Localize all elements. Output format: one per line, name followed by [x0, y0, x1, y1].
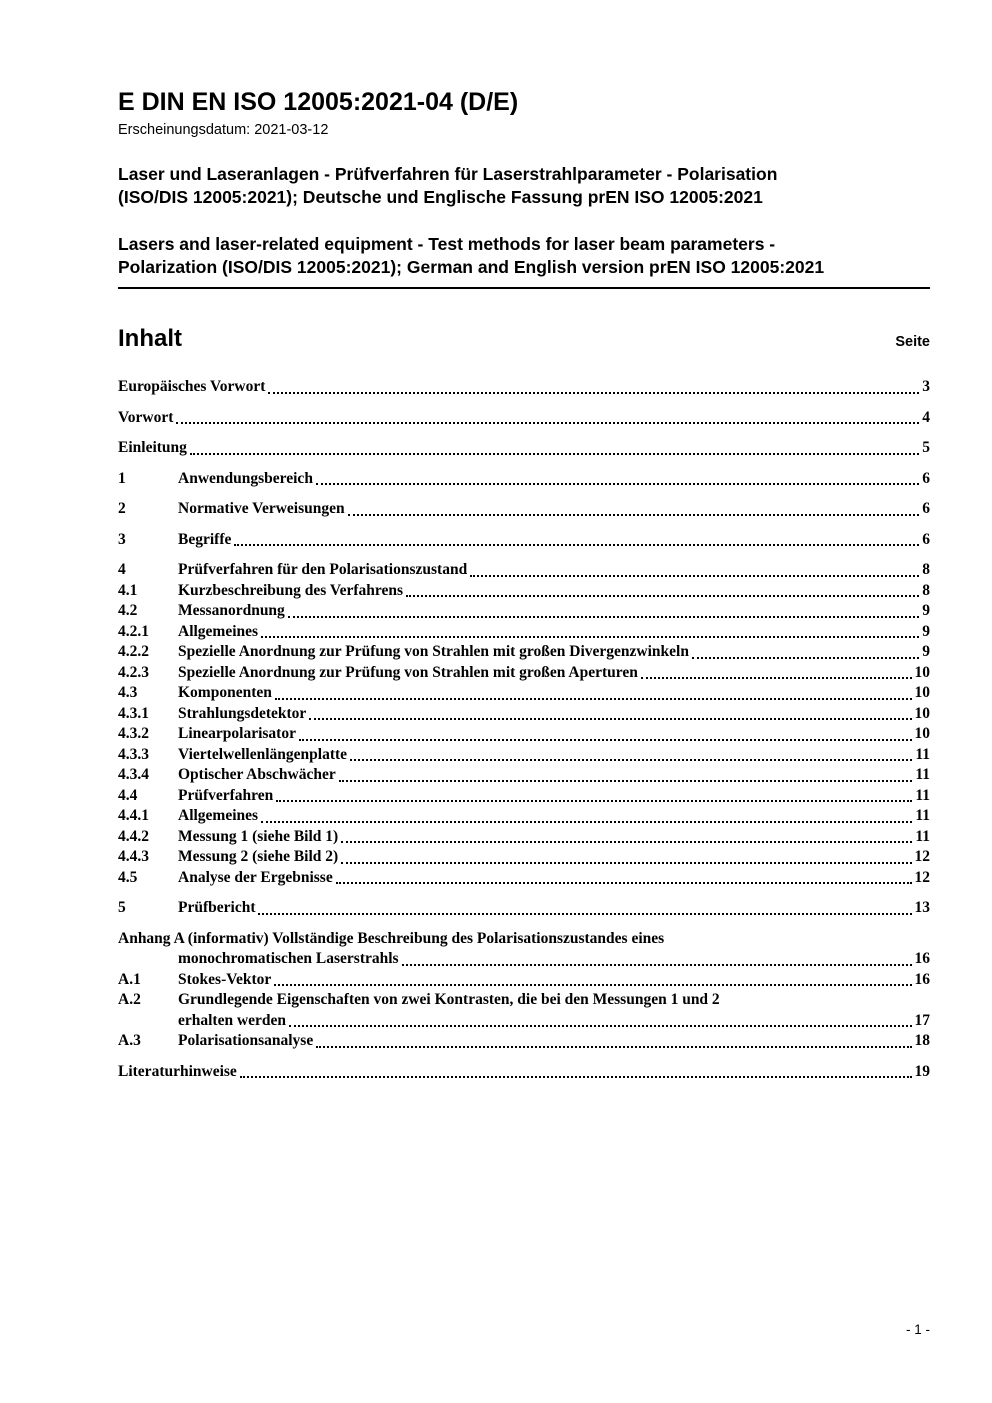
- toc-clause-number: 4.4.1: [118, 807, 149, 824]
- toc-entry-label: Kurzbeschreibung des Verfahrens: [178, 581, 404, 599]
- toc-page-number: 11: [915, 807, 930, 824]
- toc-row: [118, 622, 930, 643]
- toc-entry-label: Prüfverfahren: [178, 786, 274, 804]
- dot-leader: [316, 483, 919, 485]
- dot-leader: [309, 718, 911, 720]
- toc-clause-number: 4.2.2: [118, 643, 149, 660]
- toc-page-number: 12: [914, 868, 930, 886]
- toc-entry: [118, 408, 930, 429]
- toc-page-number: 19: [914, 1062, 930, 1080]
- toc-entry-label: erhalten werden: [178, 1011, 287, 1029]
- toc-clause-number: 2: [118, 500, 126, 517]
- toc-entry-label: Anwendungsbereich: [178, 469, 313, 487]
- toc-page-number: 11: [915, 766, 930, 783]
- toc-entry-label: Komponenten: [178, 684, 272, 701]
- header-divider: [118, 287, 930, 289]
- publish-date: Erscheinungsdatum: 2021-03-12: [118, 122, 329, 138]
- toc-entry-label: Optischer Abschwächer: [178, 766, 336, 783]
- toc-entry-label: Analyse der Ergebnisse: [178, 868, 333, 886]
- page-column-label: Seite: [895, 334, 930, 350]
- toc-entry: [178, 469, 930, 490]
- toc-row: [118, 868, 930, 889]
- toc-entry: [118, 929, 930, 970]
- toc-page-number: 11: [915, 827, 930, 845]
- dot-leader: [240, 1076, 912, 1078]
- toc-entry-label: Messung 2 (siehe Bild 2): [178, 848, 339, 865]
- toc-entry: [118, 438, 930, 459]
- toc-clause-number: 5: [118, 899, 126, 916]
- dot-leader: [316, 1046, 911, 1048]
- toc-entry: [178, 499, 930, 520]
- toc-clause-number: 4.3.2: [118, 725, 149, 742]
- dot-leader: [190, 453, 919, 455]
- toc-page-number: 6: [922, 530, 930, 548]
- toc-page-number: 10: [914, 704, 930, 722]
- toc-row: [118, 408, 930, 429]
- english-title-line-2: Polarization (ISO/DIS 12005:2021); German and English version prEN ISO 12005:2021: [118, 257, 825, 277]
- german-title: [118, 163, 930, 209]
- dot-leader: [288, 616, 919, 618]
- toc-entry-label: Spezielle Anordnung zur Prüfung von Strahlen mit großen Divergenzwinkeln: [178, 643, 689, 660]
- toc-entry-label: Allgemeines: [178, 622, 259, 640]
- toc-page-number: 16: [914, 970, 930, 988]
- toc-page-number: 9: [922, 622, 930, 640]
- toc-page-number: 10: [914, 684, 930, 701]
- toc-entry: [178, 704, 930, 725]
- toc-entry: [178, 765, 930, 786]
- doc-number-title: E DIN EN ISO 12005:2021-04 (D/E): [118, 88, 519, 116]
- dot-leader: [339, 780, 913, 782]
- dot-leader: [406, 595, 919, 597]
- toc-entry-label: Normative Verweisungen: [178, 500, 345, 517]
- toc-entry-label: Literaturhinweise: [118, 1062, 237, 1080]
- dot-leader: [289, 1025, 911, 1027]
- toc-entry-label: Vorwort: [118, 408, 174, 426]
- toc-clause-number: 4.3: [118, 684, 138, 701]
- dot-leader: [261, 821, 912, 823]
- toc-row: [118, 745, 930, 766]
- toc-row: [118, 377, 930, 398]
- dot-leader: [336, 882, 912, 884]
- toc-entry: [178, 663, 930, 684]
- dot-leader: [348, 514, 920, 516]
- toc-page-number: 9: [922, 602, 930, 619]
- toc-entry: [178, 786, 930, 807]
- dot-leader: [261, 636, 919, 638]
- toc-row: [118, 827, 930, 848]
- toc-row: [118, 560, 930, 581]
- footer-page-number: - 1 -: [905, 1322, 930, 1337]
- english-title: [118, 233, 930, 279]
- toc-clause-number: 4.1: [118, 581, 138, 599]
- toc-row: [118, 601, 930, 622]
- toc-page-number: 3: [922, 378, 930, 395]
- toc-row: [118, 469, 930, 490]
- toc-entry: [178, 806, 930, 827]
- toc-clause-number: 4.3.3: [118, 745, 149, 763]
- toc-page-number: 16: [914, 950, 930, 967]
- toc-row: [118, 683, 930, 704]
- dot-leader: [402, 964, 912, 966]
- dot-leader: [299, 739, 912, 741]
- dot-leader: [268, 392, 919, 394]
- dot-leader: [274, 984, 911, 986]
- toc-heading: Inhalt: [118, 325, 182, 352]
- toc-entry-label: Begriffe: [178, 530, 232, 548]
- toc-row: [118, 642, 930, 663]
- toc-page-number: 4: [922, 408, 930, 426]
- toc-entry-label: Allgemeines: [178, 807, 259, 824]
- toc-entry-label: Spezielle Anordnung zur Prüfung von Strahlen mit großen Aperturen: [178, 663, 638, 681]
- german-title-line-2: (ISO/DIS 12005:2021); Deutsche und Englische Fassung prEN ISO 12005:2021: [118, 187, 763, 207]
- toc-row: [118, 929, 930, 970]
- toc-page-number: 8: [922, 561, 930, 578]
- toc-row: [118, 704, 930, 725]
- toc-entry: [178, 898, 930, 919]
- toc-clause-number: 4.2: [118, 602, 138, 619]
- toc-entry: [178, 990, 930, 1031]
- toc-entry-label: Einleitung: [118, 439, 187, 456]
- toc-page-number: 6: [922, 469, 930, 487]
- toc-entry: [118, 1062, 930, 1083]
- toc-entry: [178, 1031, 930, 1052]
- toc-entry: [178, 530, 930, 551]
- toc-row: [118, 990, 930, 1031]
- toc-entry: [178, 683, 930, 704]
- toc-row: [118, 438, 930, 459]
- dot-leader: [350, 759, 912, 761]
- toc-clause-number: 4.4: [118, 786, 138, 804]
- toc-clause-number: 3: [118, 530, 126, 548]
- toc-entry-label: Messanordnung: [178, 602, 285, 619]
- toc-row: [118, 898, 930, 919]
- english-title-line-1: Lasers and laser-related equipment - Test methods for laser beam parameters -: [118, 234, 776, 254]
- toc-entry: [178, 622, 930, 643]
- toc-clause-number: 4.4.3: [118, 848, 149, 865]
- toc-entry-label: monochromatischen Laserstrahls: [178, 950, 399, 967]
- toc-page-number: 8: [922, 581, 930, 599]
- german-title-line-1: Laser und Laseranlagen - Prüfverfahren für Laserstrahlparameter - Polarisation: [118, 164, 778, 184]
- dot-leader: [275, 698, 912, 700]
- toc-page-number: 10: [914, 725, 930, 742]
- toc-entry: [118, 377, 930, 398]
- toc-entry-label: Prüfbericht: [178, 899, 256, 916]
- toc-entry: [178, 868, 930, 889]
- toc-clause-number: 4: [118, 561, 126, 578]
- toc-row: [118, 806, 930, 827]
- dot-leader: [276, 800, 912, 802]
- toc-entry-label: Polarisationsanalyse: [178, 1032, 314, 1049]
- toc-entry-label: Grundlegende Eigenschaften von zwei Kontrasten, die bei den Messungen 1 und 2: [178, 991, 720, 1008]
- toc-entry-label: Europäisches Vorwort: [118, 378, 266, 395]
- dot-leader: [258, 913, 911, 915]
- dot-leader: [470, 575, 919, 577]
- toc-page-number: 5: [922, 439, 930, 456]
- toc-page-number: 18: [914, 1032, 930, 1049]
- toc-row: [118, 663, 930, 684]
- toc-row: [118, 1062, 930, 1083]
- toc-entry-label: Stokes-Vektor: [178, 970, 272, 988]
- toc-page-number: 11: [915, 786, 930, 804]
- toc-row: [118, 786, 930, 807]
- toc-entry: [178, 601, 930, 622]
- toc-page-number: 6: [922, 500, 930, 517]
- dot-leader: [341, 841, 912, 843]
- toc-page-number: 17: [914, 1011, 930, 1029]
- dot-leader: [641, 677, 912, 679]
- dot-leader: [692, 657, 919, 659]
- toc-entry: [178, 745, 930, 766]
- toc-list: [118, 377, 930, 1082]
- toc-clause-number: A.3: [118, 1032, 141, 1049]
- toc-clause-number: A.1: [118, 970, 141, 988]
- toc-entry: [178, 970, 930, 991]
- toc-clause-number: 4.3.4: [118, 766, 149, 783]
- toc-entry-label: Linearpolarisator: [178, 725, 296, 742]
- toc-row: [118, 499, 930, 520]
- toc-page-number: 10: [914, 663, 930, 681]
- toc-row: [118, 1031, 930, 1052]
- toc-entry-label: Prüfverfahren für den Polarisationszustand: [178, 561, 468, 578]
- toc-clause-number: A.2: [118, 991, 141, 1008]
- toc-clause-number: 4.2.3: [118, 663, 149, 681]
- dot-leader: [341, 862, 911, 864]
- toc-entry-label: Viertelwellenlängenplatte: [178, 745, 348, 763]
- toc-row: [118, 765, 930, 786]
- toc-clause-number: 4.3.1: [118, 704, 149, 722]
- toc-page-number: 12: [914, 848, 930, 865]
- toc-row: [118, 970, 930, 991]
- toc-page-number: 9: [922, 643, 930, 660]
- toc-row: [118, 581, 930, 602]
- toc-clause-number: 4.4.2: [118, 827, 149, 845]
- toc-entry-label: Anhang A (informativ) Vollständige Beschreibung des Polarisationszustandes eines: [118, 929, 665, 947]
- toc-entry-label: Strahlungsdetektor: [178, 704, 307, 722]
- toc-entry-label: Messung 1 (siehe Bild 1): [178, 827, 339, 845]
- toc-clause-number: 4.5: [118, 868, 138, 886]
- toc-page-number: 13: [914, 899, 930, 916]
- toc-clause-number: 4.2.1: [118, 622, 149, 640]
- toc-entry: [178, 827, 930, 848]
- toc-header-row: [118, 326, 930, 352]
- toc-entry: [178, 642, 930, 663]
- toc-entry: [178, 560, 930, 581]
- toc-row: [118, 847, 930, 868]
- dot-leader: [176, 422, 919, 424]
- toc-page-number: 11: [915, 745, 930, 763]
- toc-entry: [178, 581, 930, 602]
- toc-entry: [178, 847, 930, 868]
- toc-row: [118, 724, 930, 745]
- toc-row: [118, 530, 930, 551]
- toc-clause-number: 1: [118, 469, 126, 487]
- toc-entry: [178, 724, 930, 745]
- dot-leader: [234, 544, 919, 546]
